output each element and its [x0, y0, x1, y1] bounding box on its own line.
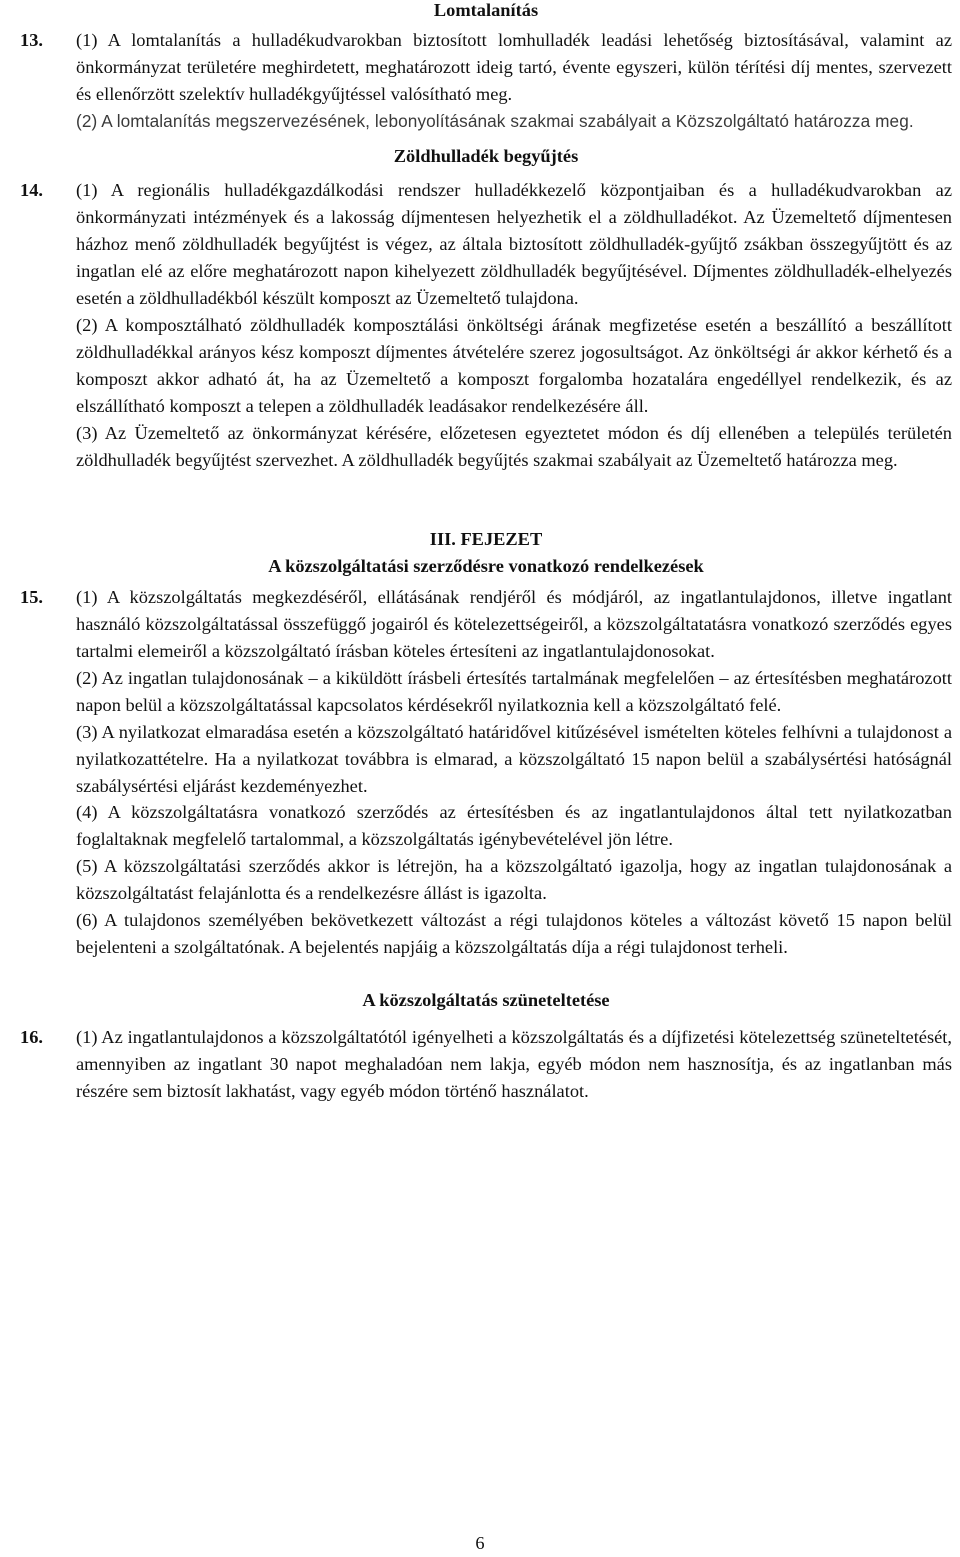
- section-number: 16.: [20, 1026, 43, 1047]
- section-number: 13.: [20, 29, 43, 50]
- paragraph: (2) Az ingatlan tulajdonosának – a kiküldött írásbeli értesítés tartalmának megfelelően – az értesítésben meghatározott napon belül a közszolgáltatással kapcsolatos kérdésekről nyilatkoznia kell a közszolgáltató felé.: [76, 667, 952, 715]
- chapter-title: A közszolgáltatási szerződésre vonatkozó rendelkezések: [268, 556, 704, 577]
- paragraph: (5) A közszolgáltatási szerződés akkor is létrejön, ha a közszolgáltató igazolja, hogy az ingatlan tulajdonosának a közszolgáltatást felajánlotta és a rendelkezésre állást is igazolta.: [76, 856, 952, 904]
- paragraph: (1) A lomtalanítás a hulladékudvarokban biztosított lomhulladék leadási lehetőség biztosításával, valamint az önkormányzat területére meghirdetett, meghatározott ideig tartó, évente egyszeri, külön térítési díj mentes, szervezett és ellenőrzött szelektív hulladékgyűjtéssel valósítható meg.: [76, 29, 952, 104]
- paragraph: (2) A lomtalanítás megszervezésének, lebonyolításának szakmai szabályait a Közszolgáltató határozza meg.: [76, 110, 914, 131]
- paragraph: (3) A nyilatkozat elmaradása esetén a közszolgáltató határidővel kitűzésével ismételten köteles felhívni a tulajdonost a nyilatkozattételre. Ha a nyilatkozat továbbra is elmarad, a közszolgáltató 15 napon belül a szabálysértési hatóságnál szabálysértési eljárást kezdeményezhet.: [76, 721, 952, 796]
- paragraph: (6) A tulajdonos személyében bekövetkezett változást a régi tulajdonos köteles a változást követő 15 napon belül bejelenteni a szolgáltatónak. A bejelentés napjáig a közszolgáltatás díja a régi tulajdonost terheli.: [76, 910, 952, 957]
- paragraph: (3) Az Üzemeltető az önkormányzat kérésére, előzetesen egyeztetet módon és díj ellenében a település területén zöldhulladék begyűjtést szervezhet. A zöldhulladék begyűjtés szakmai szabályait az Üzemeltető határozza meg.: [76, 422, 952, 470]
- paragraph: (4) A közszolgáltatásra vonatkozó szerződés az értesítésben és az ingatlantulajdonos által tett nyilatkozatban foglaltaknak megfelelő tartalommal, a közszolgáltatás igénybevételével jön létre.: [76, 802, 952, 850]
- section-14: [20, 177, 952, 473]
- page-number: 6: [475, 1533, 485, 1553]
- section-13: [20, 27, 952, 135]
- paragraph: (2) A komposztálható zöldhulladék komposztálási önköltségi árának megfizetése esetén a beszállító a beszállított zöldhulladékkal arányos kész komposzt díjmentes átvételére szerez jogosultságot. Az önköltségi ár akkor kérhető és a komposzt akkor adható át, ha az Üzemeltető a komposzt forgalomba hozatalára engedéllyel rendelkezik, és az elszállítható komposzt a telepen a zöldhulladék leadásakor rendelkezésére áll.: [76, 314, 952, 416]
- section-16: [20, 1024, 952, 1105]
- heading-zoldhulladek: Zöldhulladék begyűjtés: [393, 145, 579, 166]
- paragraph: (1) Az ingatlantulajdonos a közszolgáltatótól igényelheti a közszolgáltatás és a díjfizetési kötelezettség szüneteltetését, amennyiben az ingatlant 30 napot meghaladóan nem lakja, egyéb módon nem hasznosítja, és az ingatlanban más részére sem biztosít lakhatást, vagy egyéb módon történő használatot.: [76, 1026, 952, 1101]
- section-number: 15.: [20, 587, 43, 608]
- heading-szuneteltetes: A közszolgáltatás szüneteltetése: [362, 989, 610, 1010]
- section-number: 14.: [20, 180, 43, 201]
- chapter-number: III. FEJEZET: [429, 529, 543, 550]
- paragraph: (1) A közszolgáltatás megkezdéséről, ellátásának rendjéről és módjáról, az ingatlantulajdonos, illetve ingatlant használó közszolgáltatással összefüggő jogairól és kötelezettségeiről, a közszolgáltatatásra vonatkozó szerződés egyes tartalmi elemeiről a közszolgáltató írásban köteles értesíteni az ingatlantulajdonosokat.: [76, 587, 952, 662]
- section-15: [20, 584, 952, 961]
- paragraph: (1) A regionális hulladékgazdálkodási rendszer hulladékkezelő központjaiban és a hulladékudvarokban az önkormányzati intézmények és a lakosság díjmentesen helyezhetik el a zöldhulladékot. Az Üzemeltető díjmentesen házhoz menő zöldhulladék begyűjtést is végez, az általa biztosított zöldhulladék-gyűjtő zsákban összegyűjtött és az ingatlan elé az előre meghatározott napon kihelyezett zöldhulladék begyűjtésével. Díjmentes zöldhulladék-elhelyezés esetén a zöldhulladékból készült komposzt az Üzemeltető tulajdona.: [76, 180, 952, 309]
- heading-lomtalanitas: Lomtalanítás: [433, 0, 539, 20]
